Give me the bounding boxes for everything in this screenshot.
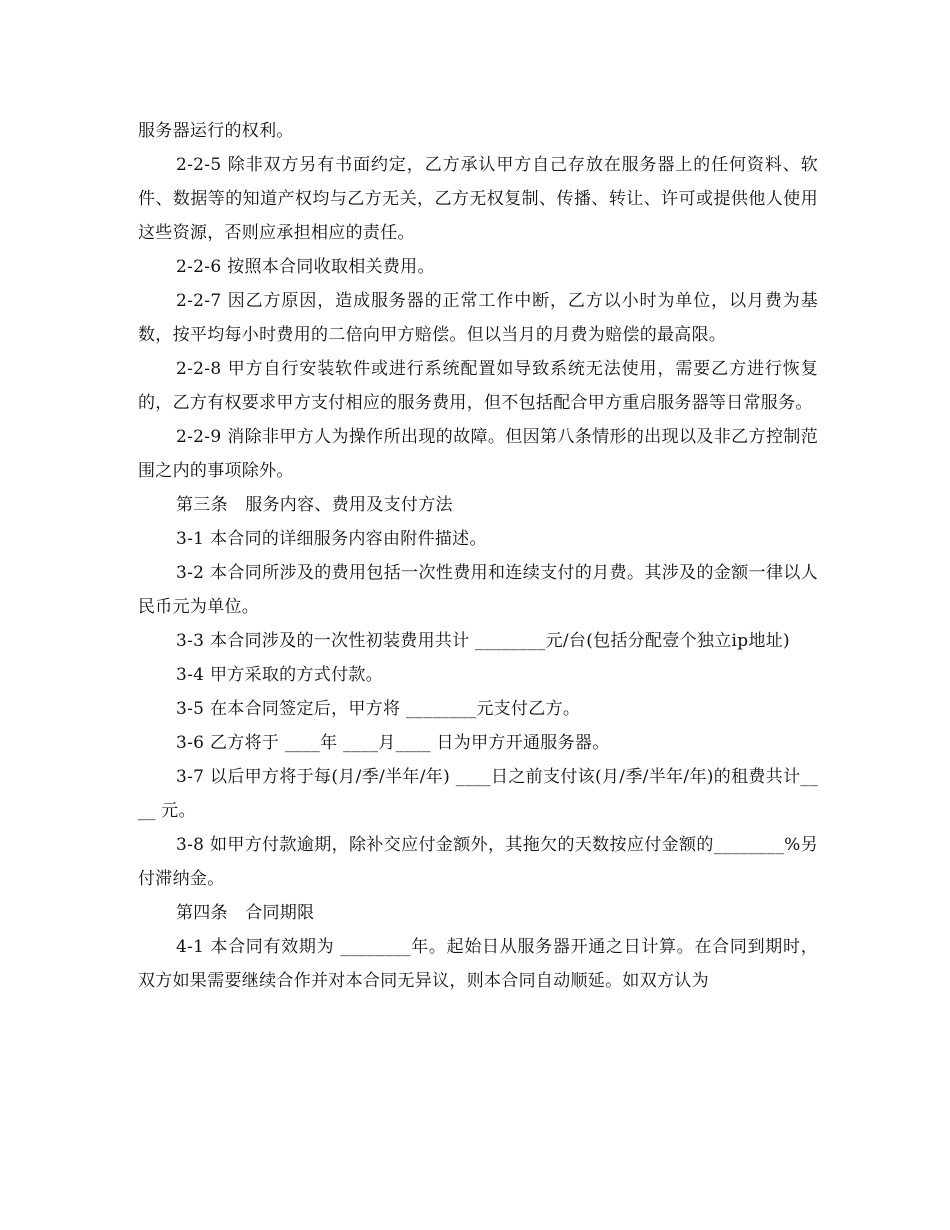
section-heading-article-3: 第三条 服务内容、费用及支付方法 bbox=[176, 495, 453, 515]
clause-3-4: 3-4 甲方采取的方式付款。 bbox=[176, 665, 383, 685]
section-heading-article-4: 第四条 合同期限 bbox=[176, 903, 315, 923]
clause-3-8: 3-8 如甲方付款逾期，除补交应付金额外，其拖欠的天数按应付金额的________%另付滞纳金。 bbox=[138, 835, 818, 889]
clause-3-5: 3-5 在本合同签定后，甲方将 ________元支付乙方。 bbox=[176, 699, 581, 719]
clause-3-1: 3-1 本合同的详细服务内容由附件描述。 bbox=[176, 529, 487, 549]
clause-3-7: 3-7 以后甲方将于每(月/季/半年/年) ____日之前支付该(月/季/半年/年)的租费共计____ 元。 bbox=[138, 767, 818, 821]
clause-2-2-9: 2-2-9 消除非甲方人为操作所出现的故障。但因第八条情形的出现以及非乙方控制范围之内的事项除外。 bbox=[138, 427, 818, 481]
contract-body bbox=[138, 114, 818, 998]
clause-3-2: 3-2 本合同所涉及的费用包括一次性费用和连续支付的月费。其涉及的金额一律以人民币元为单位。 bbox=[138, 563, 818, 617]
paragraph-continuation: 服务器运行的权利。 bbox=[138, 121, 294, 141]
clause-3-3: 3-3 本合同涉及的一次性初装费用共计 ________元/台(包括分配壹个独立ip地址) bbox=[176, 631, 790, 651]
clause-3-6: 3-6 乙方将于 ____年 ____月____ 日为甲方开通服务器。 bbox=[176, 733, 610, 753]
clause-2-2-5: 2-2-5 除非双方另有书面约定，乙方承认甲方自己存放在服务器上的任何资料、软件、数据等的知道产权均与乙方无关，乙方无权复制、传播、转让、许可或提供他人使用这些资源，否则应承担相应的责任。 bbox=[138, 155, 818, 243]
clause-2-2-6: 2-2-6 按照本合同收取相关费用。 bbox=[176, 257, 435, 277]
clause-2-2-7: 2-2-7 因乙方原因，造成服务器的正常工作中断，乙方以小时为单位，以月费为基数，按平均每小时费用的二倍向甲方赔偿。但以当月的月费为赔偿的最高限。 bbox=[138, 291, 818, 345]
clause-2-2-8: 2-2-8 甲方自行安装软件或进行系统配置如导致系统无法使用，需要乙方进行恢复的，乙方有权要求甲方支付相应的服务费用，但不包括配合甲方重启服务器等日常服务。 bbox=[138, 359, 818, 413]
clause-4-1: 4-1 本合同有效期为 ________年。起始日从服务器开通之日计算。在合同到期时，双方如果需要继续合作并对本合同无异议，则本合同自动顺延。如双方认为 bbox=[138, 937, 818, 991]
